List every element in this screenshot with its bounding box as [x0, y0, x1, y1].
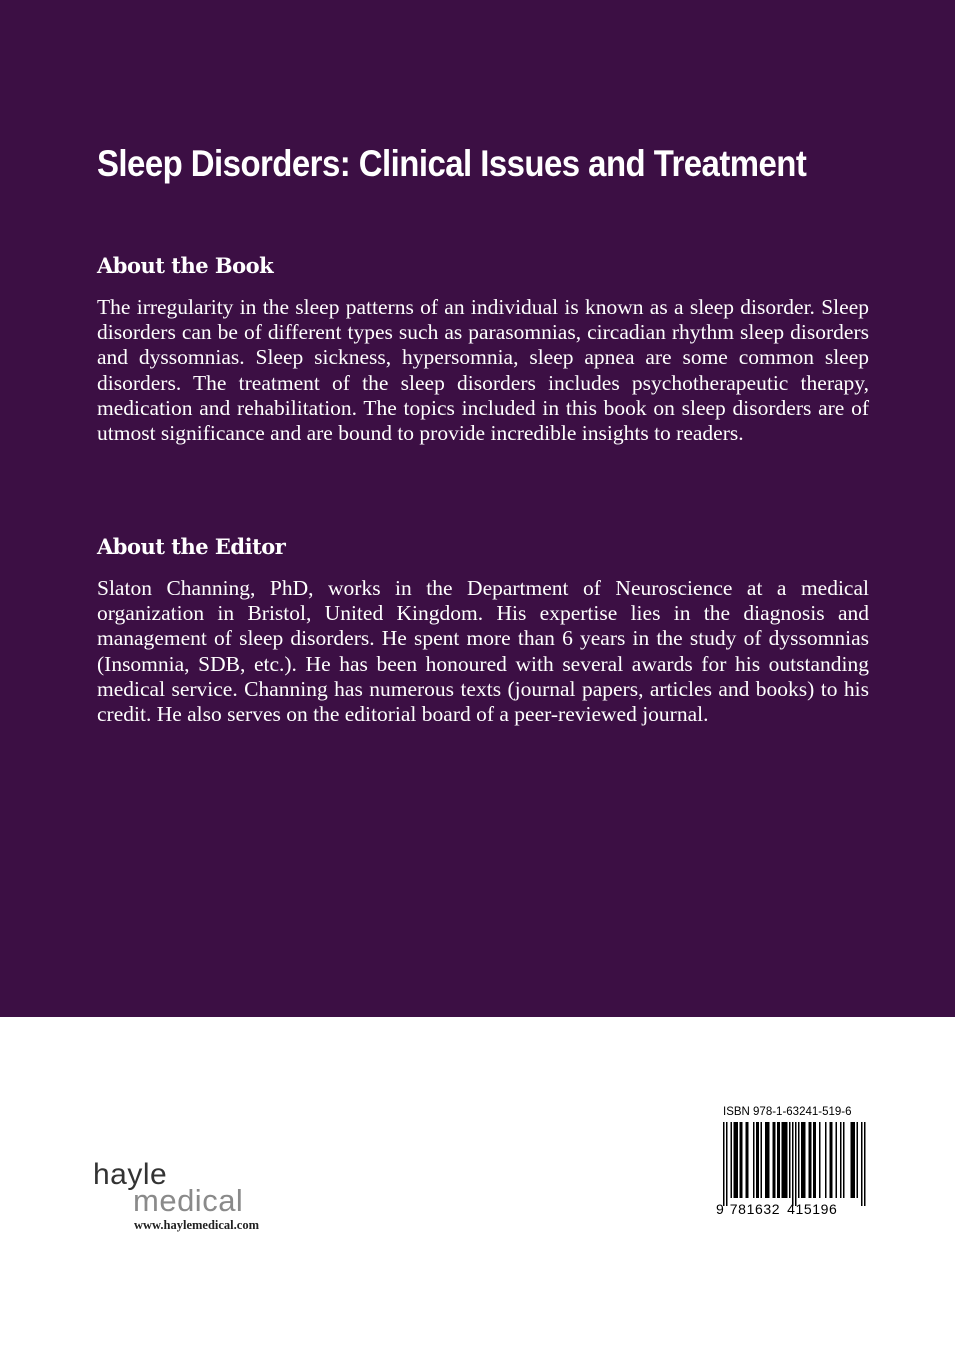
about-editor-text: Slaton Channing, PhD, works in the Department of Neuroscience at a medical organization in Bristol, United Kingdom. His expertise lies in the diagnosis and management of sleep disorders. He spent more than 6 years in the study of dyssomnias (Insomnia, SDB, etc.). He has been honoured with several awards for his outstanding medical service. Channing has numerous texts (journal papers, articles and books) to his credit. He also serves on the editorial board of a peer-reviewed journal. [97, 576, 869, 727]
barcode-bar [840, 1122, 842, 1198]
barcode-digit-first: 9 [716, 1201, 724, 1217]
barcode-bar [761, 1122, 763, 1198]
barcode-bar [731, 1122, 733, 1198]
barcode-bar [765, 1122, 770, 1198]
barcode-bar [740, 1122, 743, 1198]
barcode-bar [798, 1122, 800, 1198]
barcode-bar [734, 1122, 739, 1198]
barcode-bar [819, 1122, 821, 1198]
publisher-logo [93, 1160, 293, 1240]
barcode-digits-left: 781632 [729, 1201, 781, 1217]
barcode-bar [795, 1122, 797, 1206]
barcode-digits [716, 1201, 837, 1217]
barcode-bar [861, 1122, 863, 1206]
barcode-bar [746, 1122, 749, 1198]
barcode-bar [843, 1122, 845, 1198]
barcode-bar [773, 1122, 776, 1198]
publisher-logo-word-hayle: hayle [93, 1158, 168, 1191]
book-title: Sleep Disorders: Clinical Issues and Treatment [97, 143, 807, 184]
publisher-url: www.haylemedical.com [134, 1218, 259, 1232]
barcode-bar [792, 1122, 794, 1206]
barcode-bar [782, 1122, 788, 1198]
barcode-bar [813, 1122, 816, 1198]
barcode-bar [789, 1122, 791, 1198]
about-editor-heading: About the Editor [97, 534, 286, 559]
barcode-bar [825, 1122, 827, 1198]
barcode-bar [851, 1122, 856, 1198]
about-book-text: The irregularity in the sleep patterns of an individual is known as a sleep disorder. Sleep disorders can be of different types such as parasomnias, circadian rhythm sleep disorders and dyssomnias. Sleep sickness, hypersomnia, sleep apnea are some common sleep disorders. The treatment of the sleep disorders includes psychotherapeutic therapy, medication and rehabilitation. The topics included in this book on sleep disorders are of utmost significance and are bound to provide incredible insights to readers. [97, 295, 869, 446]
barcode-bar [801, 1122, 806, 1198]
barcode-digits-right: 415196 [787, 1201, 838, 1217]
publisher-logo-word-medical: medical [133, 1183, 244, 1218]
barcode-bar [777, 1122, 780, 1198]
barcode-bar [726, 1122, 728, 1206]
barcode-bar [753, 1122, 755, 1198]
barcode-bar [836, 1122, 838, 1198]
about-book-heading: About the Book [97, 253, 274, 278]
barcode-bar [756, 1122, 759, 1198]
barcode-bar [857, 1122, 859, 1198]
barcode-bar [864, 1122, 866, 1206]
barcode-bar [830, 1122, 833, 1198]
barcode-bar [723, 1122, 725, 1206]
isbn-label: ISBN 978-1-63241-519-6 [723, 1106, 852, 1118]
barcode-bar [809, 1122, 812, 1198]
